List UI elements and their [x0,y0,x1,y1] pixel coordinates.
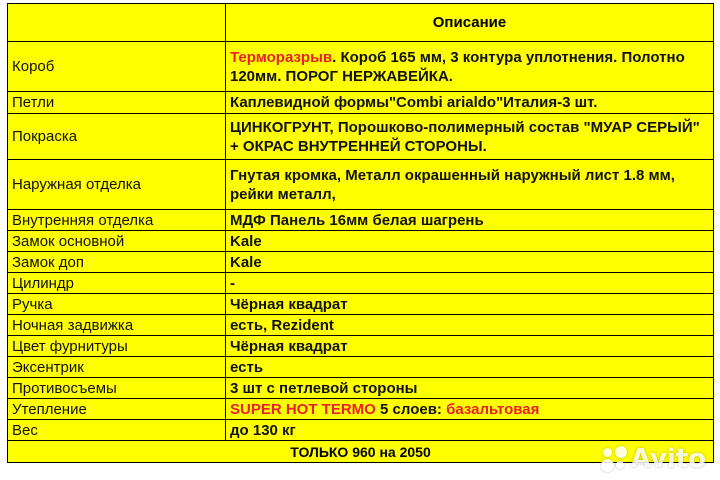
table-row [8,399,714,420]
header-empty-cell [8,4,226,42]
row-value: МДФ Панель 16мм белая шагрень [226,210,714,231]
row-value: 3 шт с петлевой стороны [226,378,714,399]
table-row [8,315,714,336]
row-value: Каплевидной формы"Combi arialdo"Италия-3 шт. [226,92,714,114]
table-row [8,378,714,399]
row-name: Короб [8,42,226,92]
row-name: Замок доп [8,252,226,273]
row-value: Чёрная квадрат [226,294,714,315]
avito-watermark [601,444,706,474]
row-name: Противосъемы [8,378,226,399]
row-value [226,42,714,92]
row-value: есть [226,357,714,378]
table-row [8,42,714,92]
table-row [8,273,714,294]
table-row [8,114,714,160]
value-text: . Короб 165 мм, 3 контура уплотнения. Полотно 120мм. ПОРОГ НЕРЖАВЕЙКА. [230,48,685,85]
row-name: Замок основной [8,231,226,252]
avito-logo-icon [601,446,627,472]
row-name: Петли [8,92,226,114]
footer-text: ТОЛЬКО 960 на 2050 [8,441,714,463]
watermark-text: Avito [630,444,706,474]
table-row [8,160,714,210]
table-row [8,210,714,231]
highlight-text: SUPER HOT TERMO [230,400,376,418]
table-header-row [8,4,714,42]
row-value: есть, Rezident [226,315,714,336]
row-name: Цвет фурнитуры [8,336,226,357]
row-name: Вес [8,420,226,441]
row-name: Цилиндр [8,273,226,294]
row-name: Покраска [8,114,226,160]
table-row [8,336,714,357]
row-name: Внутренняя отделка [8,210,226,231]
row-name: Ручка [8,294,226,315]
table-row [8,357,714,378]
highlight-text: Терморазрыв [230,48,333,66]
row-value: Чёрная квадрат [226,336,714,357]
row-value: до 130 кг [226,420,714,441]
row-value: Гнутая кромка, Металл окрашенный наружный лист 1.8 мм, рейки металл, [226,160,714,210]
header-title: Описание [226,4,714,42]
row-name: Наружная отделка [8,160,226,210]
table-row [8,231,714,252]
table-row [8,294,714,315]
row-name: Утепление [8,399,226,420]
table-row [8,92,714,114]
table-row [8,420,714,441]
row-value: Kale [226,231,714,252]
row-name: Ночная задвижка [8,315,226,336]
row-value: - [226,273,714,294]
table-row [8,252,714,273]
highlight-text: базальтовая [446,400,540,418]
row-name: Эксентрик [8,357,226,378]
value-text: 5 слоев: [375,400,447,418]
spec-table [7,3,714,463]
row-value: ЦИНКОГРУНТ, Порошково-полимерный состав "МУАР СЕРЫЙ" + ОКРАС ВНУТРЕННЕЙ СТОРОНЫ. [226,114,714,160]
row-value [226,399,714,420]
row-value: Kale [226,252,714,273]
